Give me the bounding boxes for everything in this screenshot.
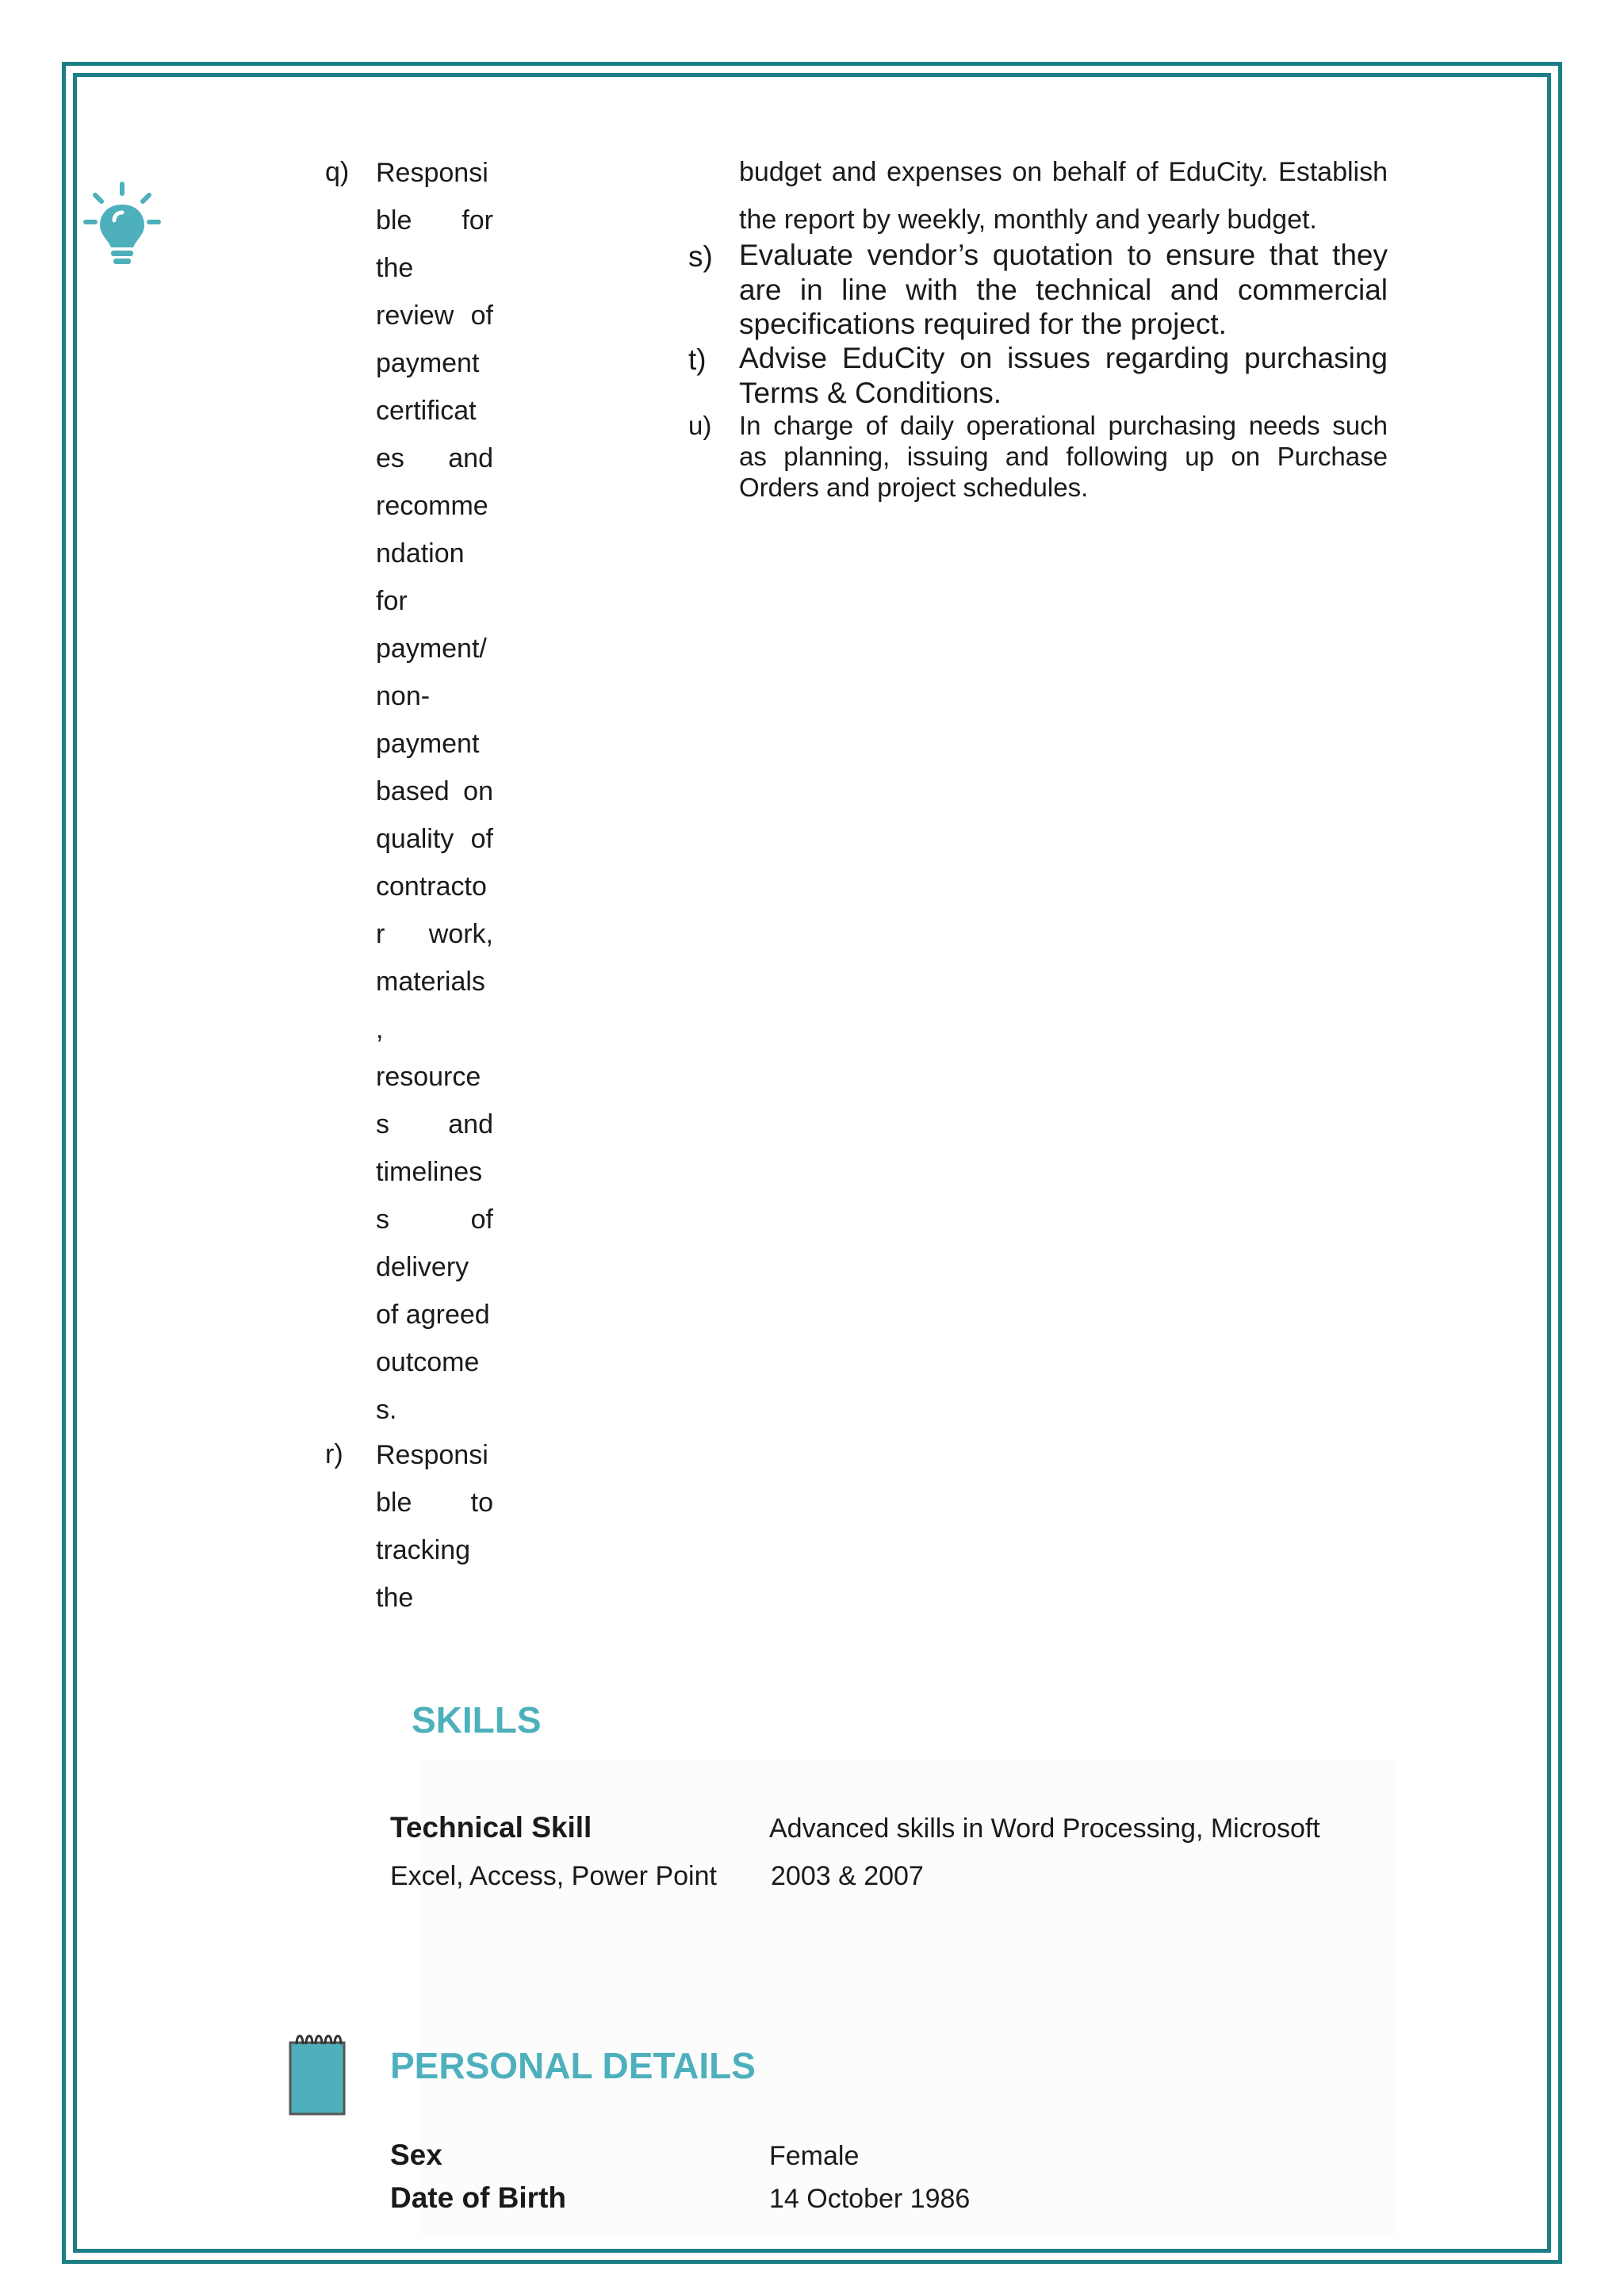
narrow-column-line: [376, 863, 493, 910]
personal-details-heading: PERSONAL DETAILS: [390, 2045, 756, 2086]
narrow-column-line: [376, 1196, 493, 1243]
narrow-column-word: materials: [376, 967, 485, 997]
item-s-line1: Evaluate vendor’s quotation to ensure that they: [739, 239, 1388, 271]
narrow-column-word: s: [376, 1204, 389, 1235]
item-s-line3: specifications required for the project.: [739, 308, 1227, 340]
narrow-column-word: ble: [376, 205, 412, 236]
narrow-column-line: [376, 530, 493, 577]
narrow-column-word: payment/: [376, 634, 487, 664]
narrow-column-line: [376, 1053, 493, 1101]
narrow-column-word: for: [376, 586, 408, 616]
narrow-column-word: non-: [376, 681, 431, 711]
sex-value: Female: [769, 2141, 860, 2171]
narrow-column-word: delivery: [376, 1252, 469, 1282]
narrow-column-line: [376, 149, 493, 197]
narrow-column-line: [376, 435, 493, 482]
technical-skill-value-line2b: 2003 & 2007: [771, 1861, 924, 1891]
narrow-column-line: [376, 1338, 493, 1386]
narrow-column-word: of: [470, 1204, 493, 1235]
narrow-column-word: work,: [428, 919, 493, 949]
narrow-column-word: tracking: [376, 1535, 471, 1565]
narrow-column-word: recomme: [376, 491, 488, 521]
narrow-column-word: of agreed: [376, 1300, 490, 1330]
narrow-column-line: [376, 672, 493, 720]
narrow-column-word: contracto: [376, 871, 487, 902]
narrow-column-word: es: [376, 443, 404, 473]
narrow-column-line: [376, 1574, 493, 1622]
narrow-column-word: based: [376, 776, 450, 806]
narrow-column-line: [376, 910, 493, 958]
narrow-column-line: [376, 1148, 493, 1196]
narrow-column-word: on: [463, 776, 493, 806]
narrow-column-line: [376, 1386, 493, 1434]
narrow-column-word: payment: [376, 729, 480, 759]
narrow-column-word: s: [376, 1109, 389, 1139]
narrow-column-word: of: [470, 824, 493, 854]
skills-heading: SKILLS: [412, 1699, 542, 1741]
item-u-line2: as planning, issuing and following up on Purchase: [739, 442, 1388, 471]
narrow-column-word: for: [462, 205, 493, 236]
narrow-column-word: to: [470, 1488, 493, 1518]
narrow-column-word: the: [376, 253, 414, 283]
item-r-marker: r): [325, 1439, 343, 1469]
lightbulb-icon: [82, 181, 162, 270]
narrow-column-word: of: [470, 301, 493, 331]
narrow-column-word: review: [376, 301, 454, 331]
item-r-continued-line2: the report by weekly, monthly and yearly budget.: [739, 205, 1317, 235]
sex-label: Sex: [390, 2139, 442, 2171]
narrow-column-line: [376, 1291, 493, 1338]
narrow-column-line: [376, 577, 493, 625]
narrow-column-word: s.: [376, 1395, 397, 1425]
technical-skill-label: Technical Skill: [390, 1811, 592, 1844]
narrow-column-line: [376, 197, 493, 244]
item-s-marker: s): [688, 240, 713, 273]
narrow-column-line: [376, 720, 493, 768]
narrow-column-line: [376, 1243, 493, 1291]
narrow-column-word: the: [376, 1583, 414, 1613]
narrow-column-line: [376, 1479, 493, 1526]
technical-skill-value-line1: Advanced skills in Word Processing, Microsoft: [769, 1813, 1320, 1844]
dob-value: 14 October 1986: [769, 2184, 971, 2214]
narrow-column-line: [376, 958, 493, 1005]
item-s-line2: are in line with the technical and commercial: [739, 274, 1388, 306]
narrow-column-line: [376, 625, 493, 672]
narrow-column-word: and: [448, 1109, 493, 1139]
narrow-column-word: timelines: [376, 1157, 483, 1187]
narrow-column-line: [376, 339, 493, 387]
narrow-column-line: [376, 1101, 493, 1148]
narrow-column-word: resource: [376, 1062, 481, 1092]
item-t-marker: t): [688, 343, 707, 376]
narrow-column-word: payment: [376, 348, 480, 378]
item-r-continued-line1: budget and expenses on behalf of EduCity. Establish: [739, 157, 1388, 187]
narrow-column-line: [376, 1431, 493, 1479]
narrow-column-word: Responsi: [376, 158, 488, 188]
narrow-column-word: ndation: [376, 538, 465, 569]
narrow-column-word: and: [448, 443, 493, 473]
narrow-column-line: [376, 387, 493, 435]
item-t-line2: Terms & Conditions.: [739, 377, 1002, 409]
narrow-column-word: Responsi: [376, 1440, 488, 1470]
narrow-column-line: [376, 1526, 493, 1574]
item-u-line3: Orders and project schedules.: [739, 473, 1089, 502]
narrow-column-word: r: [376, 919, 385, 949]
item-u-marker: u): [688, 411, 712, 440]
item-t-line1: Advise EduCity on issues regarding purchasing: [739, 342, 1388, 374]
narrow-column-line: [376, 292, 493, 339]
narrow-column-line: [376, 1005, 493, 1053]
narrow-column-word: quality: [376, 824, 454, 854]
narrow-column-line: [376, 244, 493, 292]
technical-skill-value-line2a: Excel, Access, Power Point: [390, 1861, 717, 1891]
narrow-column-word: ,: [376, 1014, 384, 1044]
item-q-marker: q): [325, 157, 350, 187]
narrow-column-line: [376, 815, 493, 863]
notepad-icon: [287, 2028, 347, 2117]
narrow-column-line: [376, 768, 493, 815]
narrow-column-word: outcome: [376, 1347, 480, 1377]
narrow-column-word: certificat: [376, 396, 477, 426]
dob-label: Date of Birth: [390, 2181, 566, 2214]
narrow-column-word: ble: [376, 1488, 412, 1518]
narrow-column-line: [376, 482, 493, 530]
item-u-line1: In charge of daily operational purchasing needs such: [739, 411, 1388, 440]
